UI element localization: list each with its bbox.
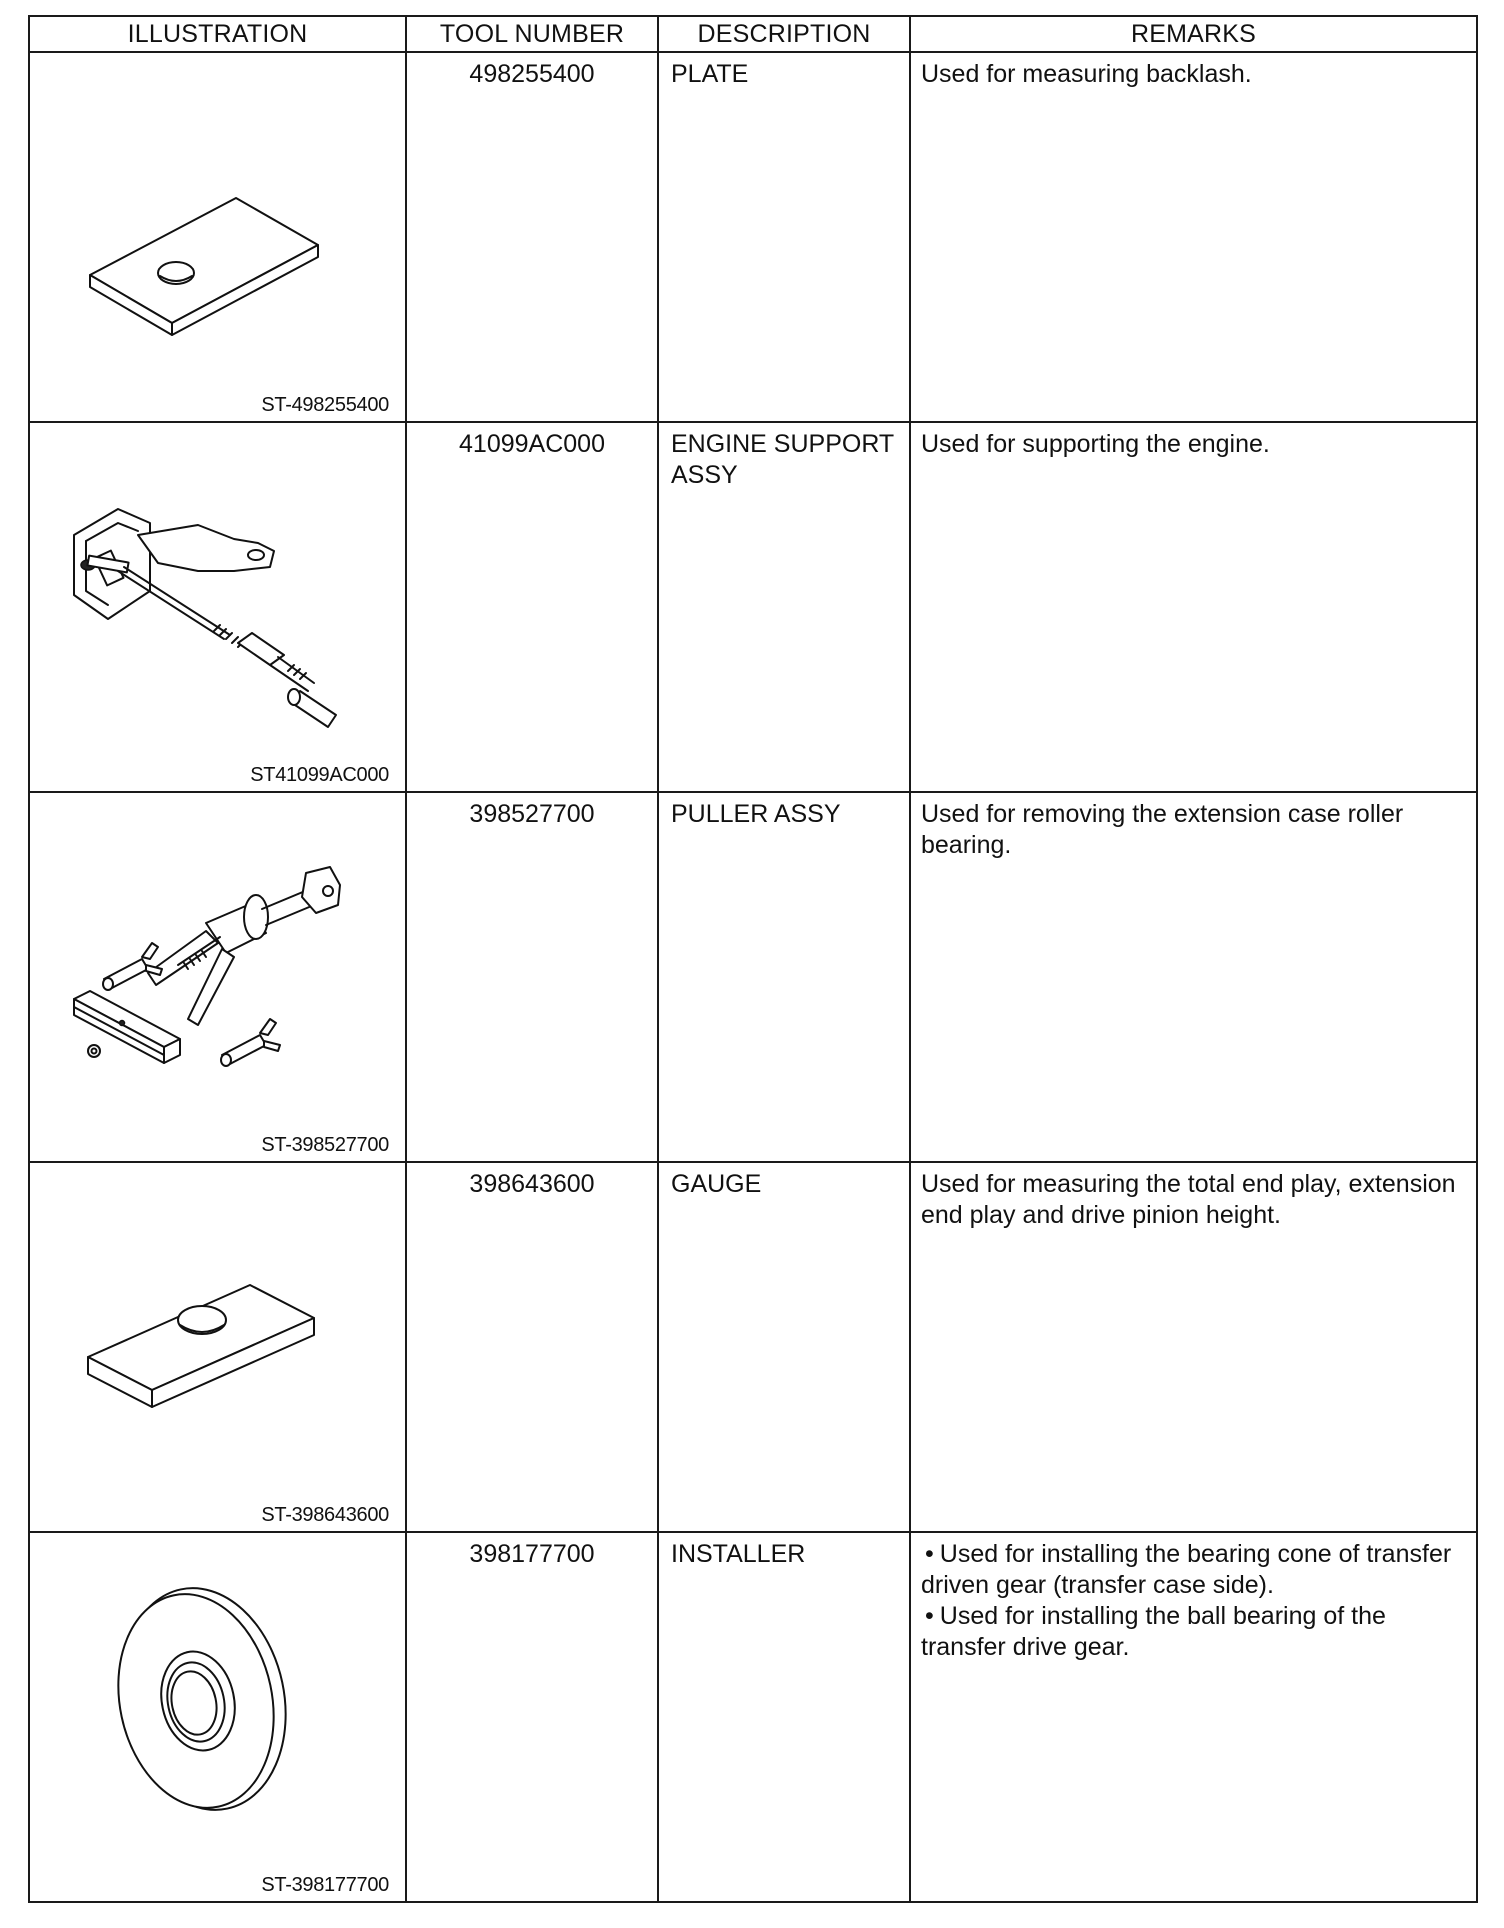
remark-text: Used for installing the ball bearing of the transfer drive gear. [921, 1602, 1386, 1661]
remark-bullet-item [921, 1601, 1466, 1663]
gauge-plate-icon [38, 1183, 398, 1493]
tool-remarks [910, 52, 1477, 422]
special-tools-table [28, 15, 1478, 1903]
illustration-code: ST-398177700 [261, 1874, 389, 1896]
plate-icon [38, 73, 398, 383]
tool-number: 398527700 [406, 792, 658, 1162]
illustration-code: ST-498255400 [261, 394, 389, 416]
table-row [29, 792, 1477, 1162]
illustration-code: ST-398527700 [261, 1134, 389, 1156]
remark-text: Used for measuring backlash. [921, 60, 1252, 88]
tool-remarks [910, 1162, 1477, 1532]
tool-description: GAUGE [658, 1162, 910, 1532]
tool-description: ENGINE SUPPORT ASSY [658, 422, 910, 792]
tool-number: 398643600 [406, 1162, 658, 1532]
illustration-code: ST41099AC000 [250, 764, 389, 786]
illustration-cell [29, 52, 406, 422]
bullet-icon: • [925, 1540, 934, 1568]
tool-number: 398177700 [406, 1532, 658, 1902]
table-row [29, 1532, 1477, 1902]
engine-support-icon [38, 443, 398, 753]
bullet-icon: • [925, 1602, 934, 1630]
tool-remarks [910, 792, 1477, 1162]
illustration-cell [29, 1162, 406, 1532]
remark-bullet-item [921, 1539, 1466, 1601]
tool-description: PLATE [658, 52, 910, 422]
puller-icon [38, 813, 398, 1123]
table-row [29, 422, 1477, 792]
tool-remarks [910, 422, 1477, 792]
tool-description: PULLER ASSY [658, 792, 910, 1162]
remark-text: Used for measuring the total end play, extension end play and drive pinion height. [921, 1170, 1456, 1229]
header-illustration: ILLUSTRATION [29, 16, 406, 52]
header-row [29, 16, 1477, 52]
table-row [29, 1162, 1477, 1532]
table-row [29, 52, 1477, 422]
tool-description: INSTALLER [658, 1532, 910, 1902]
tool-number: 498255400 [406, 52, 658, 422]
header-tool-number: TOOL NUMBER [406, 16, 658, 52]
header-remarks: REMARKS [910, 16, 1477, 52]
installer-disc-icon [38, 1553, 398, 1863]
illustration-cell [29, 792, 406, 1162]
illustration-cell [29, 422, 406, 792]
header-description: DESCRIPTION [658, 16, 910, 52]
remark-text: Used for supporting the engine. [921, 430, 1270, 458]
remark-text: Used for removing the extension case roller bearing. [921, 800, 1404, 859]
tool-remarks [910, 1532, 1477, 1902]
remark-text: Used for installing the bearing cone of transfer driven gear (transfer case side). [921, 1540, 1452, 1599]
illustration-code: ST-398643600 [261, 1504, 389, 1526]
tool-number: 41099AC000 [406, 422, 658, 792]
illustration-cell [29, 1532, 406, 1902]
